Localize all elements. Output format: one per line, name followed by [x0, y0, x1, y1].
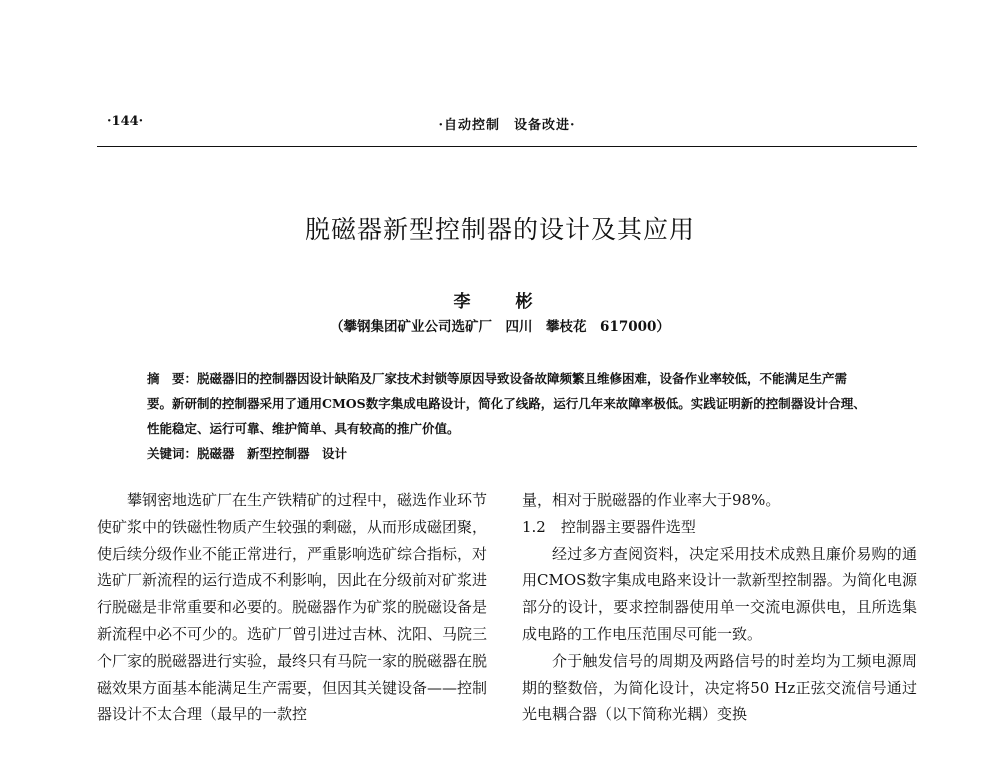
abstract-label: 摘 要： [147, 371, 198, 386]
author-affiliation: （攀钢集团矿业公司选矿厂 四川 攀枝花 617000） [330, 319, 670, 335]
section-heading-1-2: 1.2 控制器主要器件选型 [522, 517, 696, 536]
section-header: ·自动控制 设备改进· [438, 118, 576, 133]
abstract-block [147, 366, 871, 466]
component-selection-paragraph: 经过多方查阅资料，决定采用技术成熟且廉价易购的通用CMOS数字集成电路来设计一款新型控制器。为简化电源部分的设计，要求控制器使用单一交流电源供电，且所选集成电路的工作电压范围尽可能一致。 [522, 544, 917, 643]
keywords-line [147, 441, 871, 466]
page-number: ·144· [107, 114, 144, 129]
abstract-paragraph [147, 366, 871, 441]
header-rule [97, 146, 917, 147]
abstract-text: 脱磁器旧的控制器因设计缺陷及厂家技术封锁等原因导致设备故障频繁且维修困难，设备作业率较低，不能满足生产需要。新研制的控制器采用了通用CMOS数字集成电路设计，简化了线路，运行几年来故障率极低。实践证明新的控制器设计合理、性能稳定、运行可靠、维护简单、具有较高的推广价值。 [147, 371, 866, 436]
article-title: 脱磁器新型控制器的设计及其应用 [304, 215, 695, 244]
signal-paragraph: 介于触发信号的周期及两路信号的时差均为工频电源周期的整数倍，为简化设计，决定将50 Hz正弦交流信号通过光电耦合器（以下简称光耦）变换 [522, 651, 917, 724]
continued-paragraph: 量，相对于脱磁器的作业率大于98%。 [522, 491, 781, 509]
keywords-text: 脱磁器 新型控制器 设计 [197, 446, 348, 461]
body-right-column [522, 487, 917, 728]
body-left-column [97, 487, 487, 728]
keywords-label: 关键词： [147, 446, 198, 461]
running-head [97, 114, 917, 136]
intro-paragraph: 攀钢密地选矿厂在生产铁精矿的过程中，磁选作业环节使矿浆中的铁磁性物质产生较强的剩磁，从而形成磁团聚，使后续分级作业不能正常进行，严重影响选矿综合指标，对选矿厂新流程的运行造成不利影响，因此在分级前对矿浆进行脱磁是非常重要和必要的。脱磁器作为矿浆的脱磁设备是新流程中必不可少的。选矿厂曾引进过吉林、沈阳、马院三个厂家的脱磁器进行实验，最终只有马院一家的脱磁器在脱磁效果方面基本能满足生产需要，但因其关键设备——控制器设计不太合理（最早的一款控 [97, 491, 488, 724]
author-name: 李 彬 [453, 292, 547, 312]
